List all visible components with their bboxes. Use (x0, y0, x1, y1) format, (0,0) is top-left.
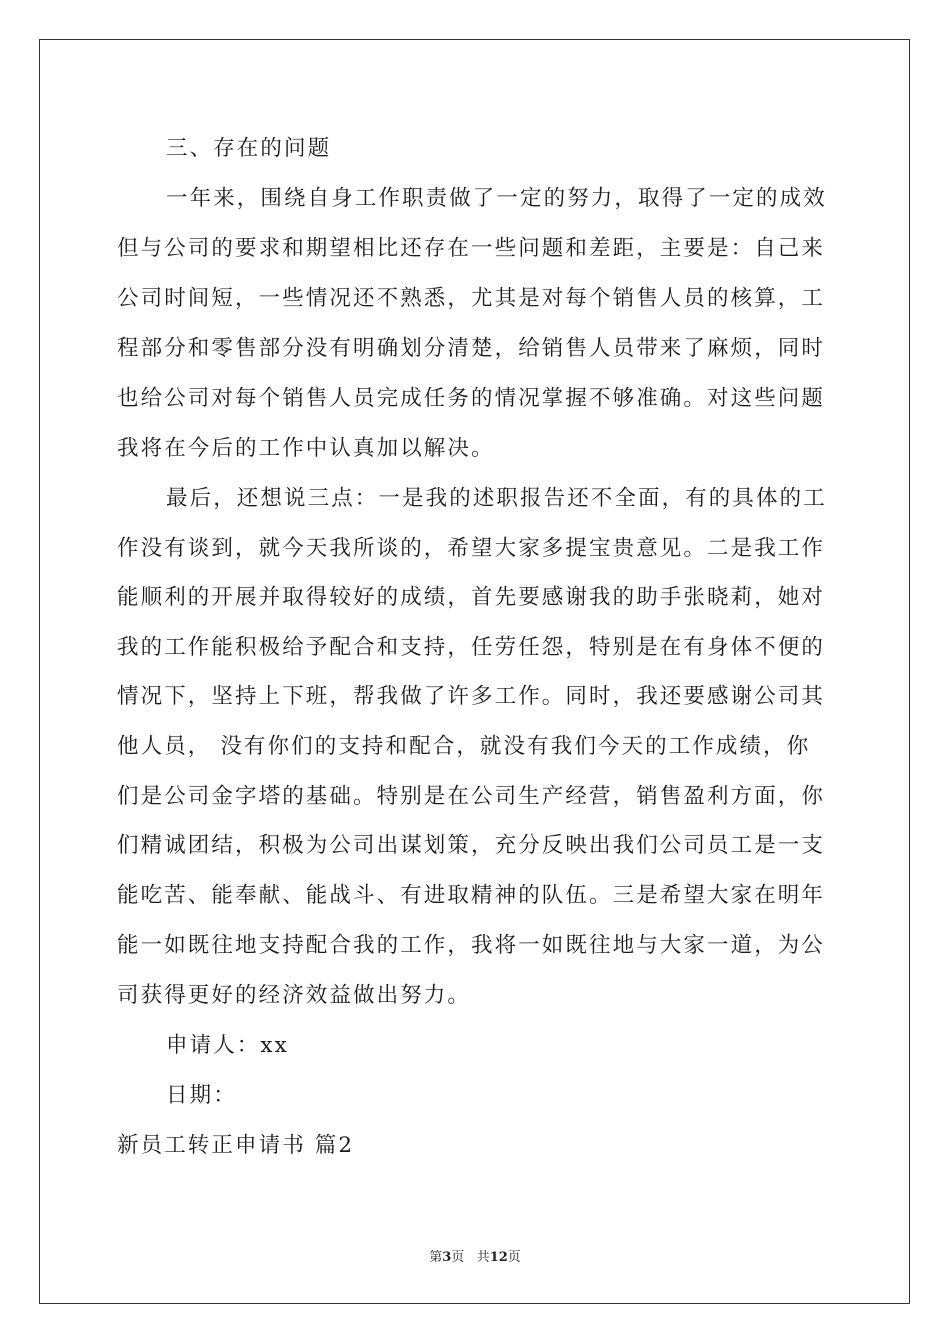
applicant-line: 申请人：xx (166, 1033, 289, 1058)
next-section-title: 新员工转正申请书 篇2 (117, 1133, 355, 1158)
paragraph-line: 能顺利的开展并取得较好的成绩，首先要感谢我的助手张晓莉，她对 (117, 585, 826, 610)
total-suffix: 页 (507, 1250, 521, 1265)
page-suffix: 页 (451, 1250, 465, 1265)
total-pages: 12 (489, 1250, 508, 1265)
paragraph-line: 也给公司对每个销售人员完成任务的情况掌握不够准确。对这些问题 (117, 386, 826, 411)
paragraph-line: 情况下，坚持上下班，帮我做了许多工作。同时，我还要感谢公司其 (117, 684, 826, 709)
paragraph-line: 我将在今后的工作中认真加以解决。 (117, 436, 495, 461)
paragraph-line: 们精诚团结，积极为公司出谋划策，充分反映出我们公司员工是一支 (117, 833, 826, 858)
paragraph-line: 们是公司金字塔的基础。特别是在公司生产经营，销售盈利方面，你 (117, 784, 826, 809)
paragraph-line: 程部分和零售部分没有明确划分清楚，给销售人员带来了麻烦，同时 (117, 336, 826, 361)
paragraph-line: 能吃苦、能奉献、能战斗、有进取精神的队伍。三是希望大家在明年 (117, 883, 826, 908)
paragraph-line: 最后，还想说三点：一是我的述职报告还不全面，有的具体的工 (166, 486, 827, 511)
paragraph-line: 一年来，围绕自身工作职责做了一定的努力，取得了一定的成效 (166, 186, 827, 211)
date-line: 日期： (166, 1083, 237, 1108)
paragraph-line: 他人员， 没有你们的支持和配合，就没有我们今天的工作成绩，你 (117, 734, 811, 759)
page-prefix: 第 (429, 1250, 443, 1265)
total-prefix: 共 (476, 1250, 490, 1265)
paragraph-line: 公司时间短，一些情况还不熟悉，尤其是对每个销售人员的核算，工 (117, 286, 826, 311)
paragraph-line: 司获得更好的经济效益做出努力。 (117, 983, 472, 1008)
page-number: 3 (442, 1250, 452, 1265)
page-footer (0, 1249, 950, 1267)
paragraph-line: 但与公司的要求和期望相比还存在一些问题和差距，主要是：自己来 (117, 236, 826, 261)
section-heading: 三、存在的问题 (166, 136, 332, 161)
paragraph-line: 能一如既往地支持配合我的工作，我将一如既往地与大家一道，为公 (117, 933, 826, 958)
paragraph-line: 我的工作能积极给予配合和支持，任劳任怨，特别是在有身体不便的 (117, 635, 826, 660)
paragraph-line: 作没有谈到，就今天我所谈的，希望大家多提宝贵意见。二是我工作 (117, 536, 826, 561)
